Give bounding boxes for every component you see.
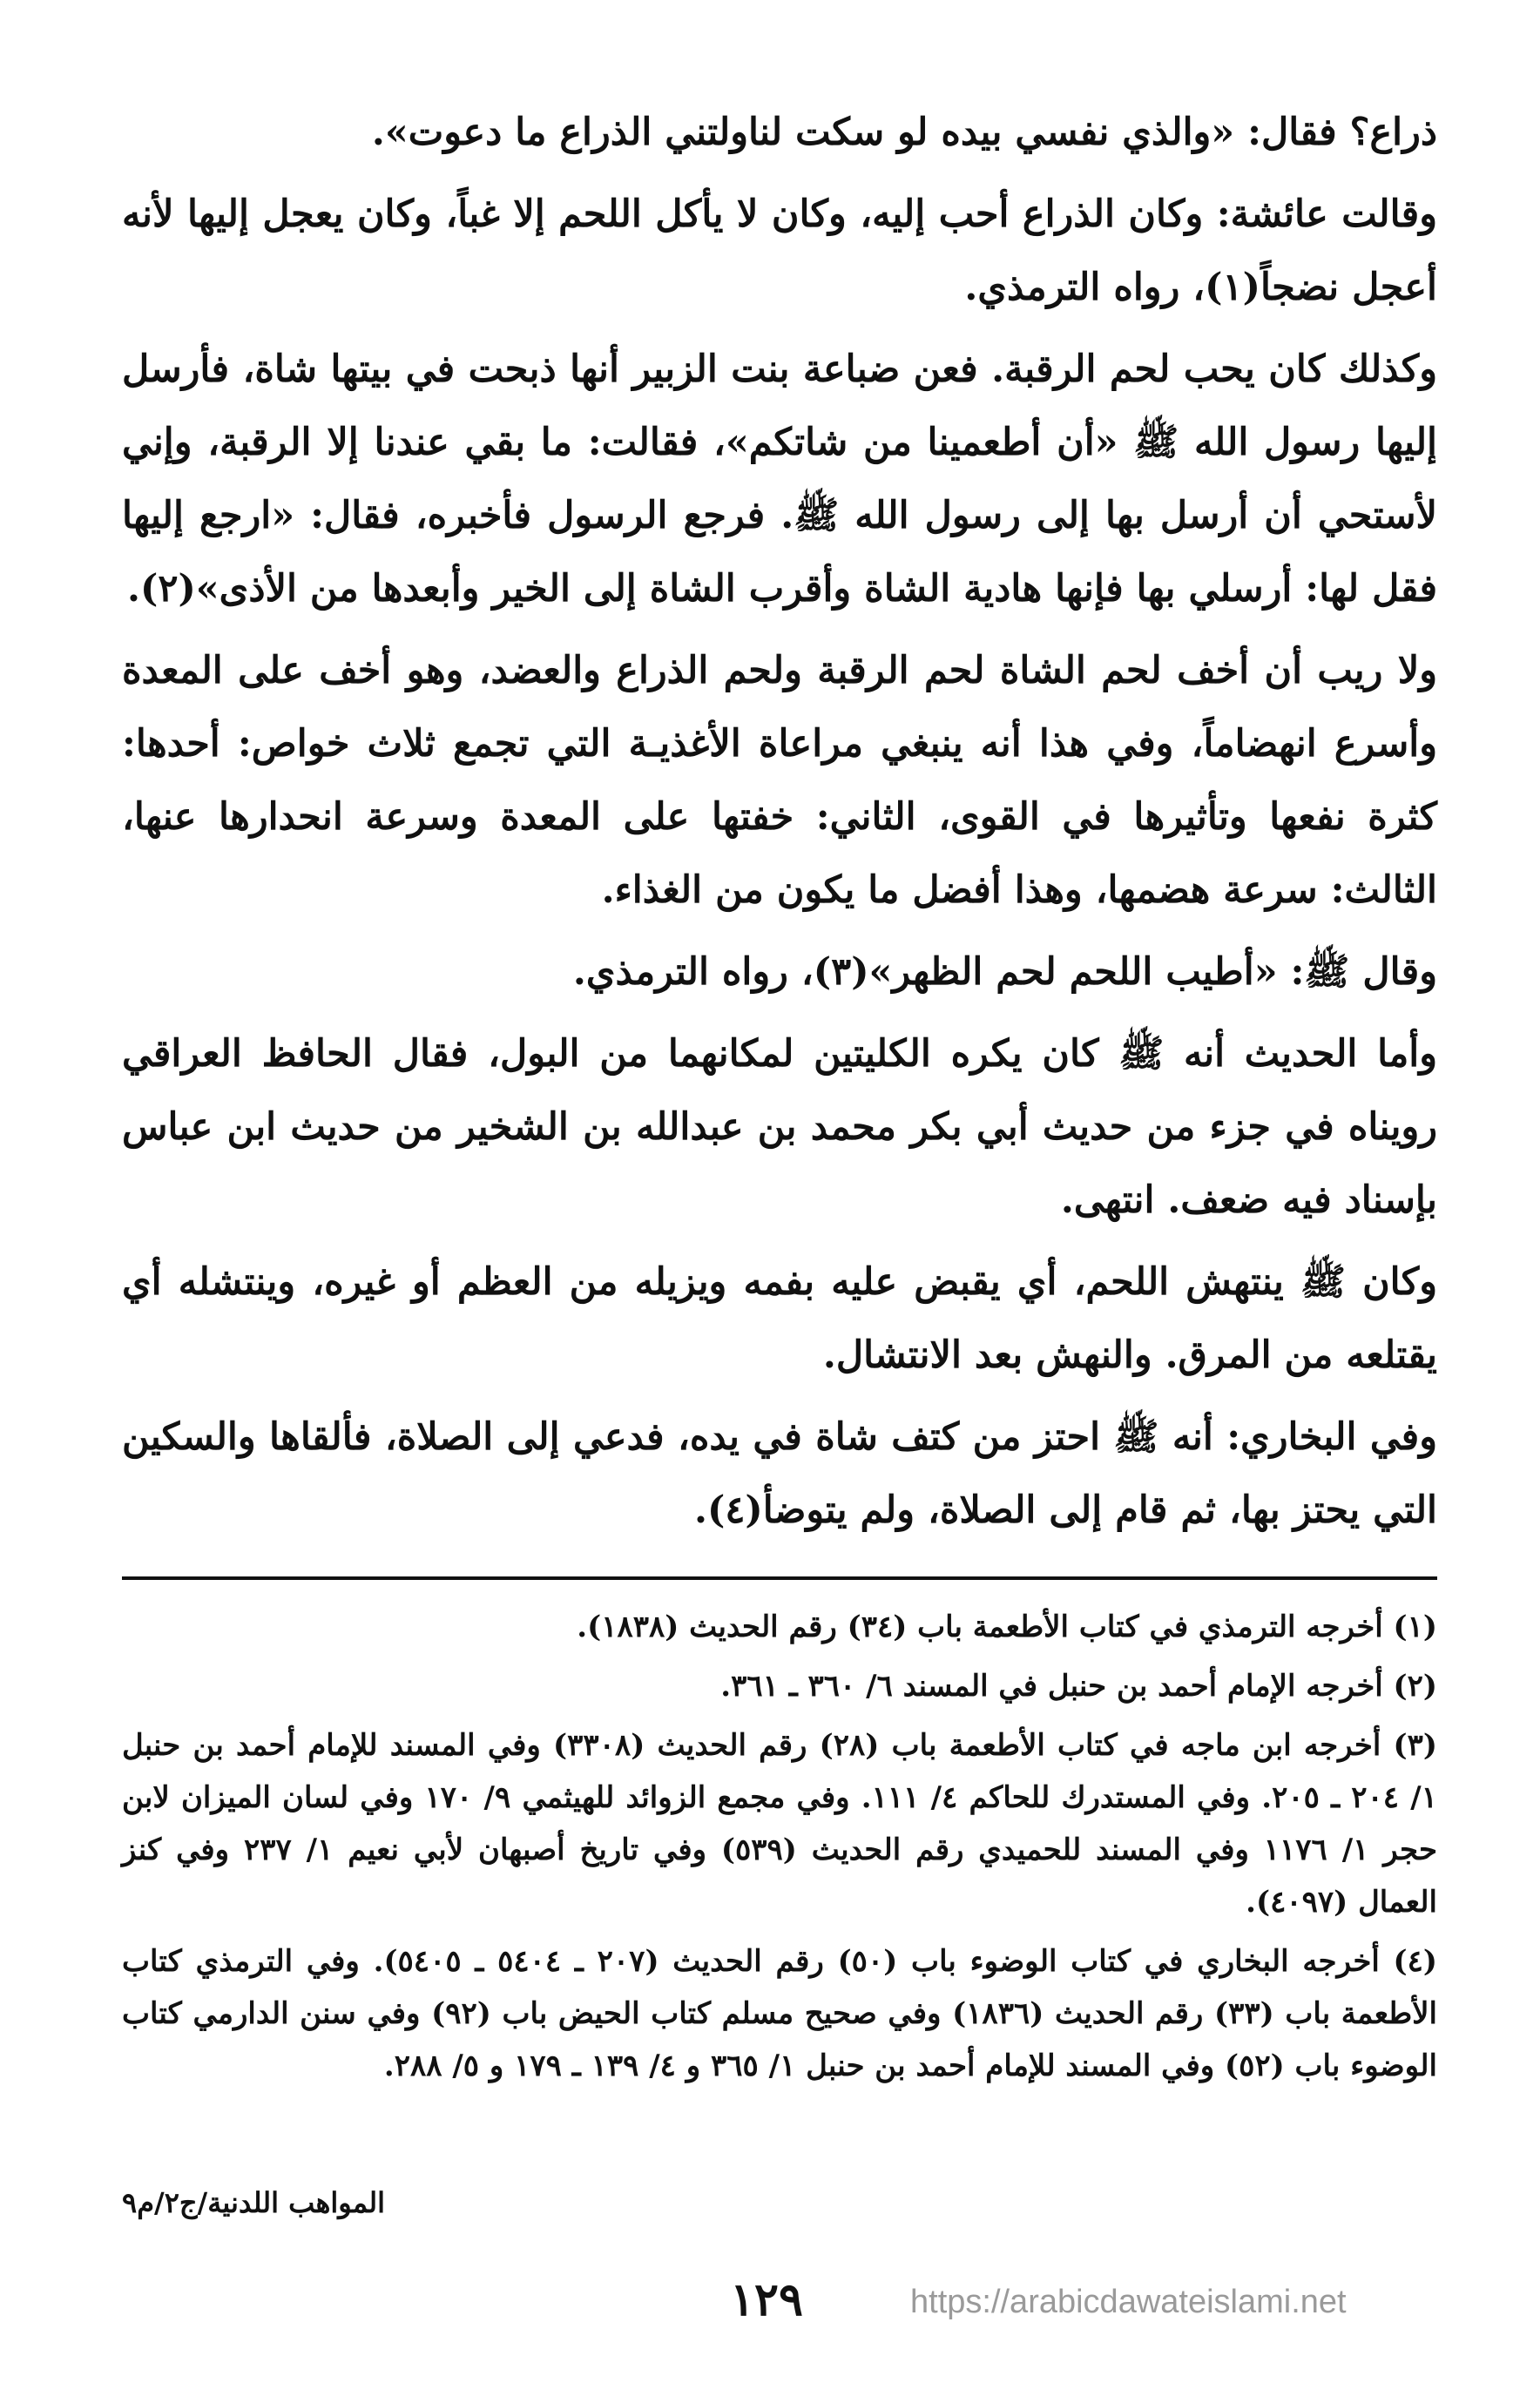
paragraph-7: وكان ﷺ ينتهش اللحم، أي يقبض عليه بفمه ويزيله من العظم أو غيره، وينتشله أي يقتلعه من المرق. والنهش بعد الانتشال.: [122, 1260, 1437, 1377]
paragraph-4: ولا ريب أن أخف لحم الشاة لحم الرقبة ولحم الذراع والعضد، وهو أخف على المعدة وأسرع انهضاماً، وفي هذا أنه ينبغي مراعاة الأغذيـة التي تجمع ثلاث خواص: أحدها: كثرة نفعها وتأثيرها في القوى، الثاني: خفتها على المعدة وسرعة انحدارها عنها، الثالث: سرعة هضمها، وهذا أفضل ما يكون من الغذاء.: [122, 649, 1437, 912]
paragraph-2: وقالت عائشة: وكان الذراع أحب إليه، وكان لا يأكل اللحم إلا غباً، وكان يعجل إليها لأنه أعجل نضجاً(١)، رواه الترمذي.: [122, 192, 1437, 309]
series-label: المواهب اللدنية/ج٢/م٩: [122, 2186, 385, 2219]
paragraph-6: وأما الحديث أنه ﷺ كان يكره الكليتين لمكانهما من البول، فقال الحافظ العراقي رويناه في جزء من حديث أبي بكر محمد بن عبدالله بن الشخير من حديث ابن عباس بإسناد فيه ضعف. انتهى.: [122, 1032, 1437, 1222]
main-text: [122, 96, 1437, 1556]
paragraph-8: وفي البخاري: أنه ﷺ احتز من كتف شاة في يده، فدعي إلى الصلاة، فألقاها والسكين التي يحتز بها، ثم قام إلى الصلاة، ولم يتوضأ(٤).: [122, 1415, 1437, 1532]
footnote-1: (١) أخرجه الترمذي في كتاب الأطعمة باب (٣٤) رقم الحديث (١٨٣٨).: [577, 1610, 1437, 1644]
footnote-divider: [122, 1576, 1437, 1580]
footnote-3: (٣) أخرجه ابن ماجه في كتاب الأطعمة باب (٢٨) رقم الحديث (٣٣٠٨) وفي المسند للإمام أحمد بن حنبل ١/ ٢٠٤ ـ ٢٠٥. وفي المستدرك للحاكم ٤/ ١١١. وفي مجمع الزوائد للهيثمي ٩/ ١٧٠ وفي لسان الميزان لابن حجر ١/ ١١٧٦ وفي المسند للحميدي رقم الحديث (٥٣٩) وفي تاريخ أصبهان لأبي نعيم ١/ ٢٣٧ وفي كنز العمال (٤٠٩٧).: [122, 1728, 1438, 1920]
paragraph-5: وقال ﷺ: «أطيب اللحم لحم الظهر»(٣)، رواه الترمذي.: [572, 950, 1437, 994]
watermark-url: https://arabicdawateislami.net: [910, 2284, 1347, 2320]
paragraph-1: ذراع؟ فقال: «والذي نفسي بيده لو سكت لناولتني الذراع ما دعوت».: [371, 111, 1437, 154]
footnote-2: (٢) أخرجه الإمام أحمد بن حنبل في المسند ٦/ ٣٦٠ ـ ٣٦١.: [720, 1669, 1437, 1704]
paragraph-3: وكذلك كان يحب لحم الرقبة. فعن ضباعة بنت الزبير أنها ذبحت في بيتها شاة، فأرسل إليها رسول الله ﷺ «أن أطعمينا من شاتكم»، فقالت: ما بقي عندنا إلا الرقبة، وإني لأستحي أن أرسل بها إلى رسول الله ﷺ. فرجع الرسول فأخبره، فقال: «ارجع إليها فقل لها: أرسلي بها فإنها هادية الشاة وأقرب الشاة إلى الخير وأبعدها من الأذى»(٢).: [122, 348, 1437, 611]
footnotes: [122, 1601, 1437, 2099]
page-number: ١٢٩: [730, 2273, 803, 2326]
footnote-4: (٤) أخرجه البخاري في كتاب الوضوء باب (٥٠) رقم الحديث (٢٠٧ ـ ٥٤٠٤ ـ ٥٤٠٥). وفي الترمذي كتاب الأطعمة باب (٣٣) رقم الحديث (١٨٣٦) وفي صحيح مسلم كتاب الحيض باب (٩٢) وفي سنن الدارمي كتاب الوضوء باب (٥٢) وفي المسند للإمام أحمد بن حنبل ١/ ٣٦٥ و ٤/ ١٣٩ ـ ١٧٩ و ٥/ ٢٨٨.: [122, 1944, 1437, 2083]
